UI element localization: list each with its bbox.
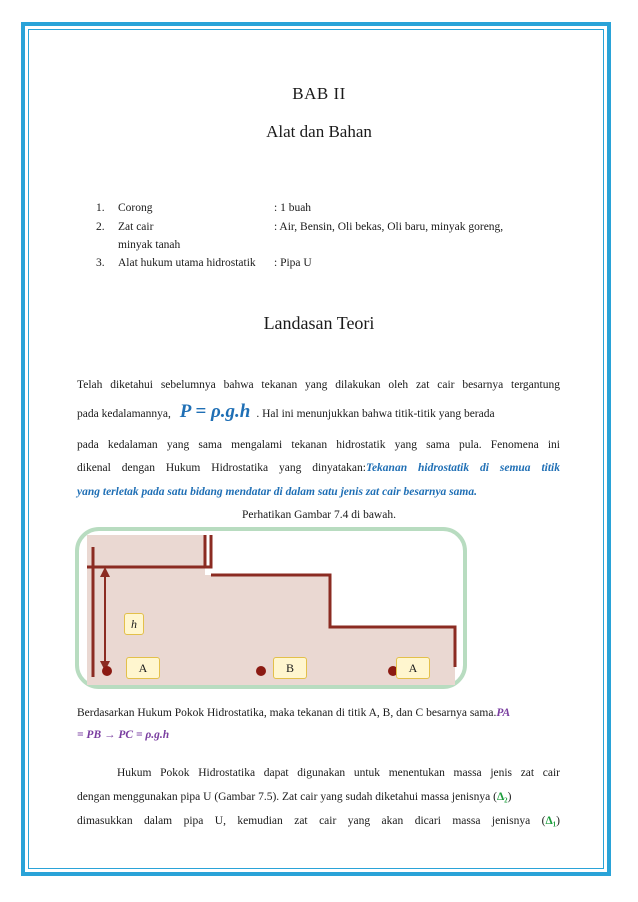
point-a-left [102, 666, 112, 676]
item-value: : Air, Bensin, Oli bekas, Oli baru, minyak goreng, [274, 221, 504, 233]
item-name: Alat hukum utama hidrostatik [118, 257, 256, 269]
law-line: Berdasarkan Hukum Pokok Hidrostatika, maka tekanan di titik A, B, dan C besarnya sama.PA [77, 707, 511, 719]
theory-line: pada kedalaman yang sama mengalami tekanan hidrostatik yang sama pula. Fenomena ini [77, 439, 560, 451]
theory-formula-line: pada kedalamannya, P = ρ.g.h . Hal ini menunjukkan bahwa titik-titik yang berada [77, 401, 495, 422]
pressure-formula: P = ρ.g.h [179, 401, 251, 422]
section-title: Alat dan Bahan [266, 122, 372, 141]
depth-label: h [124, 613, 144, 635]
density-symbol-1: Δ₁ [545, 815, 557, 827]
hydrostatic-figure [75, 527, 467, 689]
body-line: Hukum Pokok Hidrostatika dapat digunakan untuk menentukan massa jenis zat cair [117, 767, 560, 779]
body-line: dimasukkan dalam pipa U, kemudian zat cair yang akan dicari massa jenisnya (Δ₁) [77, 815, 560, 827]
item-value: : Pipa U [274, 257, 312, 269]
theory-line: Telah diketahui sebelumnya bahwa tekanan yang dilakukan oleh zat cair besarnya tergantung [77, 379, 560, 391]
density-symbol-2: Δ₂ [496, 791, 508, 803]
label-b: B [273, 657, 307, 679]
point-b [256, 666, 266, 676]
theory-line: dikenal dengan Hukum Hidrostatika yang dinyatakan:Tekanan hidrostatik di semua titik [77, 462, 560, 474]
item-name: Corong [118, 202, 153, 214]
body-line: dengan menggunakan pipa U (Gambar 7.5). Zat cair yang sudah diketahui massa jenisnya (Δ₂) [77, 791, 512, 803]
item-value: : 1 buah [274, 202, 312, 214]
item-name: Zat cair [118, 221, 154, 233]
label-a-right: A [396, 657, 430, 679]
theory-title: Landasan Teori [263, 313, 375, 333]
label-a-left: A [126, 657, 160, 679]
item-value-wrap: minyak tanah [118, 239, 181, 251]
theory-law-line: yang terletak pada satu bidang mendatar di dalam satu jenis zat cair besarnya sama. [77, 486, 477, 498]
law-equation: = PB → PC = ρ.g.h [77, 729, 170, 741]
chapter-title: BAB II [292, 84, 346, 103]
figure-reference: Perhatikan Gambar 7.4 di bawah. [242, 509, 396, 521]
